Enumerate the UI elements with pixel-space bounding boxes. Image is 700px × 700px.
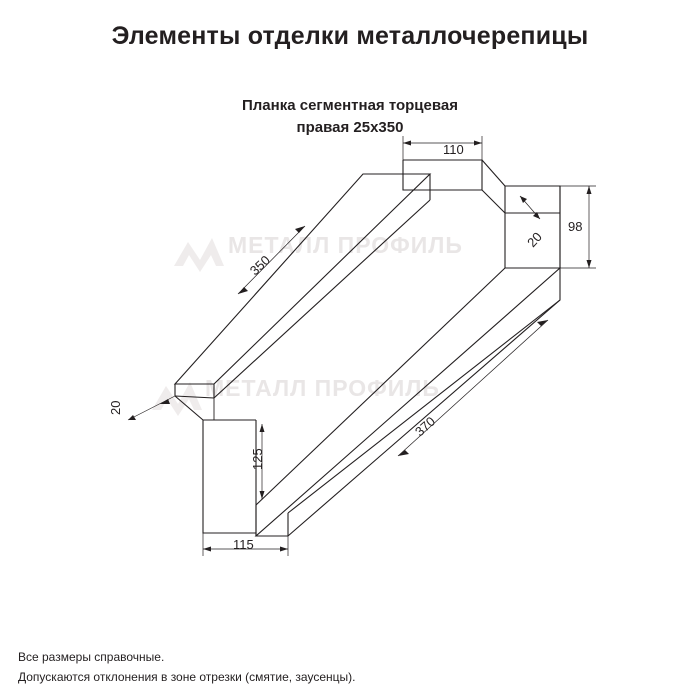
watermark-text-bottom: МЕТАЛЛ ПРОФИЛЬ: [205, 375, 440, 401]
dim-20-right-label: 20: [524, 229, 545, 251]
dim-115-label: 115: [233, 537, 254, 552]
dim-370-label: 370: [411, 413, 439, 440]
watermark-text-top: МЕТАЛЛ ПРОФИЛЬ: [228, 232, 463, 258]
footnote-sizes-reference: Все размеры справочные.: [18, 650, 165, 664]
subtitle-line-1: Планка сегментная торцевая: [242, 97, 458, 114]
dim-110-label: 110: [443, 142, 464, 157]
dim-350-label: 350: [246, 252, 273, 279]
dim-125-label: 125: [250, 448, 265, 470]
page-title: Элементы отделки металлочерепицы: [111, 22, 589, 50]
dim-98-label: 98: [568, 219, 583, 234]
footnote-deviations: Допускаются отклонения в зоне отрезки (смятие, заусенцы).: [18, 670, 356, 684]
dim-20-left-label: 20: [108, 400, 123, 415]
subtitle-line-2: правая 25х350: [296, 119, 404, 136]
